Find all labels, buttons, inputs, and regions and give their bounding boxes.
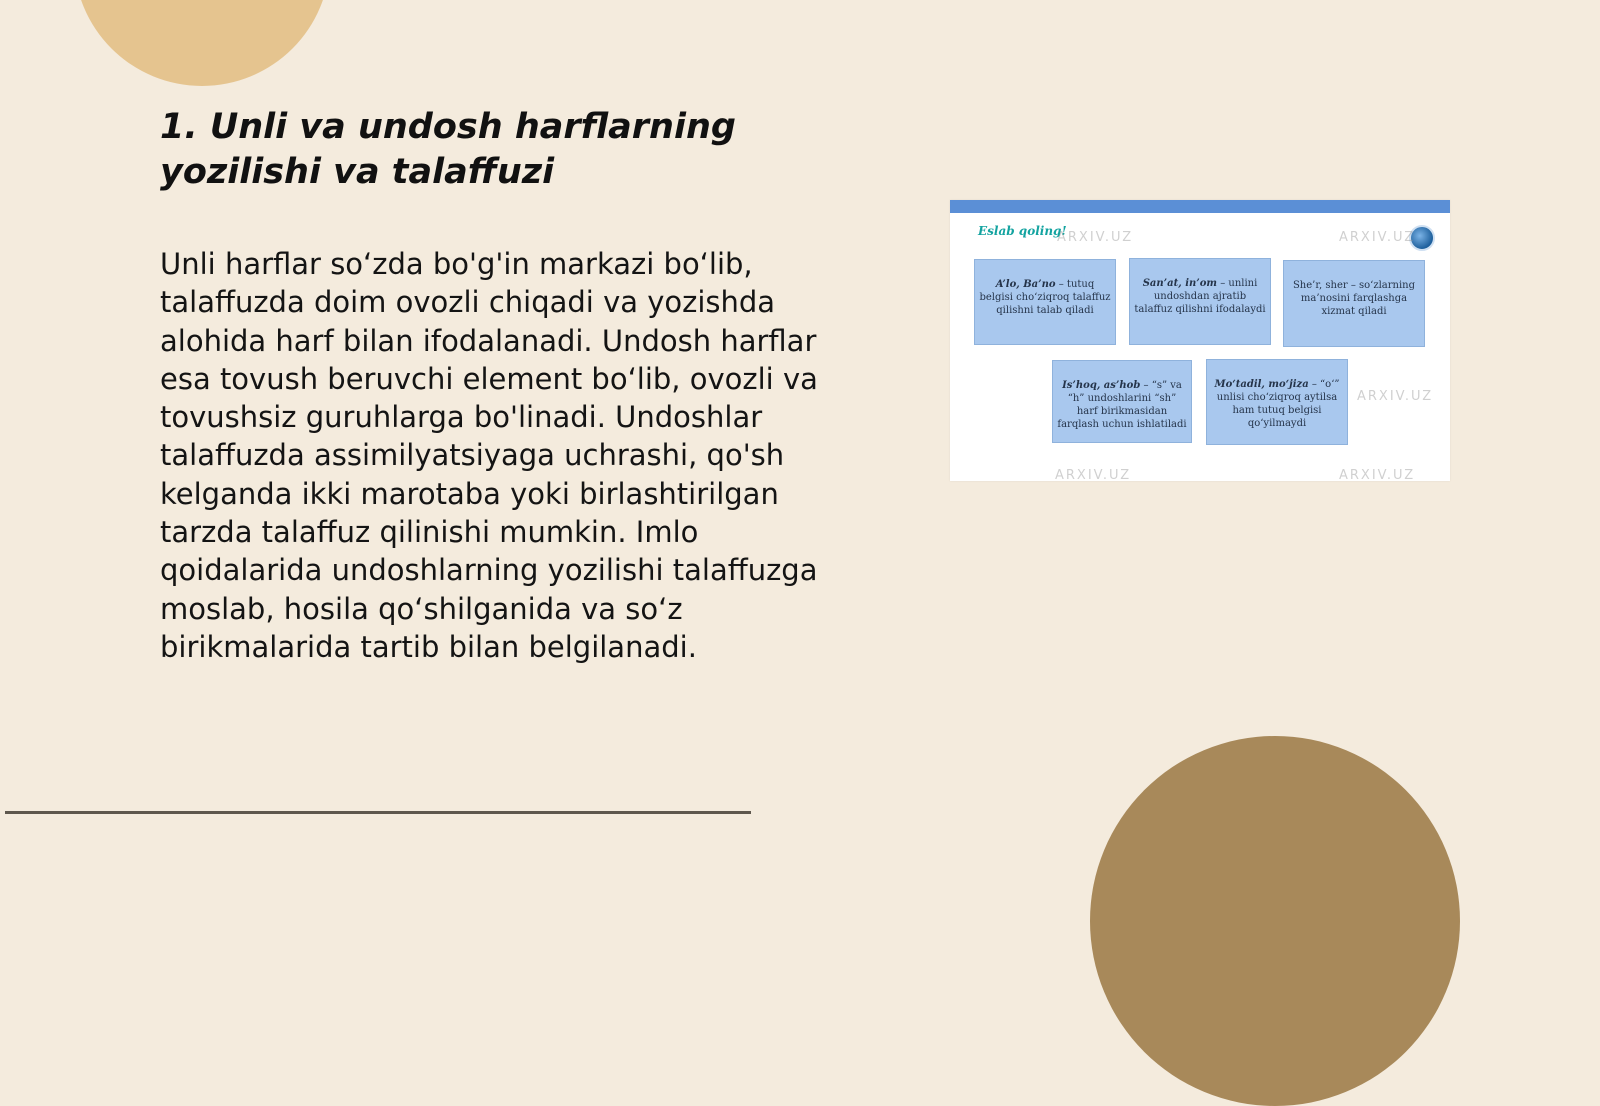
figure-heading: Eslab qoling! bbox=[978, 224, 1067, 238]
decorative-circle-bottom bbox=[1090, 736, 1460, 1106]
decorative-circle-top bbox=[74, 0, 330, 86]
figure-box bbox=[974, 259, 1116, 345]
figure-box bbox=[1129, 258, 1271, 345]
watermark-text: ARXIV.UZ bbox=[1339, 468, 1416, 483]
figure-box-text: – unlini undoshdan ajratib talaffuz qilishni ifodalaydi bbox=[1134, 278, 1266, 315]
slide-body-text: Unli harflar so‘zda bo'g'in markazi bo‘lib, talaffuzda doim ovozli chiqadi va yozishda alohida harf bilan ifodalanadi. Undosh harflar esa tovush beruvchi element bo‘lib, ovozli va tovushsiz guruhlarga bo'linadi. Undoshlar talaffuzda assimilyatsiyaga uchrashi, qo'sh kelganda ikki marotaba yoki birlashtirilgan tarzda talaffuz qilinishi mumkin. Imlo qoidalarida undoshlarning yozilishi talaffuzga moslab, hosila qo‘shilganida va so‘z birikmalarida tartib bilan belgilanadi. bbox=[160, 247, 818, 664]
figure-box-text: – “s” va “h” undoshlarini “sh” harf birikmasidan farqlash uchun ishlatiladi bbox=[1057, 380, 1187, 430]
figure-box-text: – tutuq belgisi cho‘ziqroq talaffuz qilishni talab qiladi bbox=[979, 279, 1111, 316]
decorative-divider-line bbox=[5, 811, 751, 814]
figure-box bbox=[1283, 260, 1425, 347]
figure-box-term: San’at, in’om bbox=[1142, 278, 1218, 289]
embedded-figure-image bbox=[950, 200, 1450, 481]
watermark-text: ARXIV.UZ bbox=[1357, 389, 1434, 404]
watermark-text: ARXIV.UZ bbox=[1057, 230, 1134, 245]
slide-title: 1. Unli va undosh harflarning yozilishi va talaffuzi bbox=[160, 107, 736, 192]
figure-box-term: Mo‘tadil, mo‘jiza bbox=[1214, 379, 1309, 390]
figure-box-text: – “o‘” unlisi cho‘ziqroq aytilsa ham tutuq belgisi qo‘yilmaydi bbox=[1216, 379, 1340, 429]
figure-box-term: Is’hoq, as’hob bbox=[1062, 380, 1141, 391]
figure-box bbox=[1052, 360, 1192, 443]
figure-top-bar bbox=[950, 200, 1450, 213]
figure-box bbox=[1206, 359, 1348, 445]
figure-box-term: A’lo, Ba’no bbox=[995, 279, 1056, 290]
watermark-text: ARXIV.UZ bbox=[1339, 230, 1416, 245]
watermark-text: ARXIV.UZ bbox=[1055, 468, 1132, 483]
figure-box-text: She’r, sher – so‘zlarning ma’nosini farqlashga xizmat qiladi bbox=[1292, 280, 1416, 317]
